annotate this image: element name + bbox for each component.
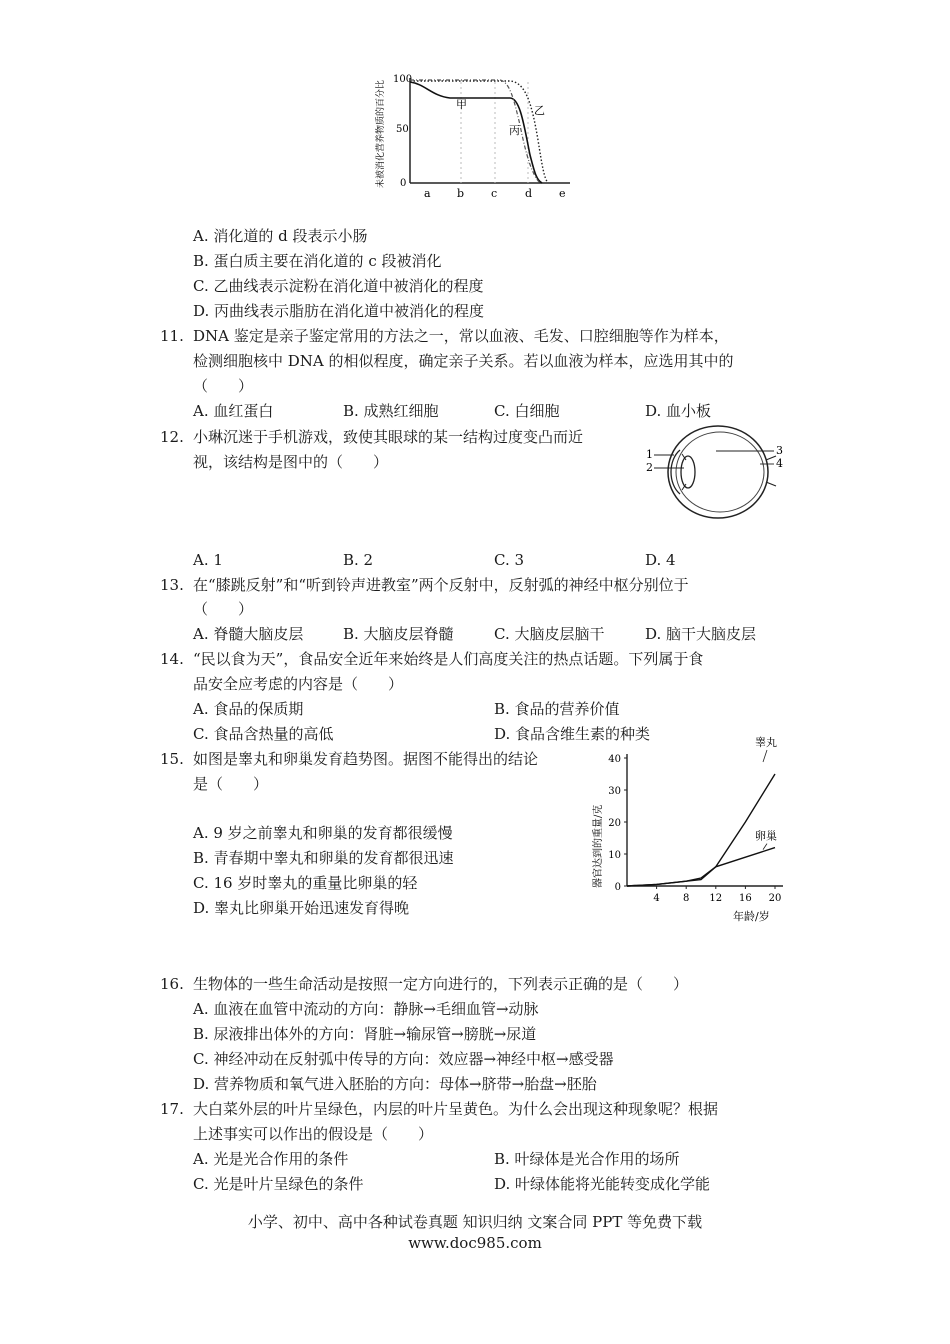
q11-option-b: B. 成熟红细胞 bbox=[343, 402, 439, 420]
q16-option-d: D. 营养物质和氧气进入胚胎的方向：母体→脐带→胎盘→胚胎 bbox=[193, 1075, 597, 1093]
chart-series-label-leader bbox=[763, 844, 767, 850]
q13-option-b: B. 大脑皮层脊髓 bbox=[343, 625, 454, 643]
lens bbox=[681, 456, 695, 488]
q12-option-a: A. 1 bbox=[193, 551, 223, 569]
x-tick-d: d bbox=[525, 187, 533, 200]
chart-y-tick-label: 20 bbox=[608, 818, 621, 829]
q17-option-c: C. 光是叶片呈绿色的条件 bbox=[193, 1175, 364, 1193]
q17-option-a: A. 光是光合作用的条件 bbox=[193, 1150, 349, 1168]
curve-label-jia: 甲 bbox=[456, 98, 467, 111]
curve-label-yi: 乙 bbox=[534, 104, 545, 117]
chart-x-tick-label: 4 bbox=[653, 893, 660, 904]
q10-option-d: D. 丙曲线表示脂肪在消化道中被消化的程度 bbox=[193, 302, 485, 320]
y-tick-0: 0 bbox=[400, 178, 407, 189]
q14-number: 14. bbox=[160, 650, 184, 668]
q10-option-a: A. 消化道的 d 段表示小肠 bbox=[193, 227, 368, 245]
curve-label-bing: 丙 bbox=[509, 124, 520, 137]
digestion-curve-figure bbox=[370, 70, 580, 205]
chart-x-tick-label: 20 bbox=[768, 893, 782, 904]
eyeball-outline bbox=[668, 426, 768, 518]
chart-x-tick-label: 16 bbox=[739, 893, 752, 904]
q12-option-c: C. 3 bbox=[494, 551, 525, 569]
q12-stem-line2: 视，该结构是图中的（ ） bbox=[193, 453, 389, 471]
q16-option-c: C. 神经冲动在反射弧中传导的方向：效应器→神经中枢→感受器 bbox=[193, 1050, 614, 1068]
chart-y-tick-label: 40 bbox=[608, 754, 621, 765]
q15-stem-line1: 如图是睾丸和卵巢发育趋势图。据图不能得出的结论 bbox=[193, 750, 539, 768]
q14-option-d: D. 食品含维生素的种类 bbox=[494, 725, 651, 743]
chart-x-tick-label: 8 bbox=[683, 893, 690, 904]
chart-y-tick-label: 10 bbox=[608, 850, 621, 861]
q11-option-c: C. 白细胞 bbox=[494, 402, 560, 420]
footer-website-link[interactable]: www.doc985.com bbox=[408, 1234, 542, 1252]
q17-stem-line1: 大白菜外层的叶片呈绿色，内层的叶片呈黄色。为什么会出现这种现象呢？根据 bbox=[193, 1100, 719, 1118]
q13-stem-line2: （ ） bbox=[193, 600, 254, 618]
chart-y-axis-label: 器官达到的重量/克 bbox=[593, 804, 604, 888]
q16-option-b: B. 尿液排出体外的方向：肾脏→输尿管→膀胱→尿道 bbox=[193, 1025, 537, 1043]
q15-option-d: D. 睾丸比卵巢开始迅速发育得晚 bbox=[193, 899, 410, 917]
eye-label-1: 1 bbox=[646, 448, 653, 461]
chart-x-tick-label: 12 bbox=[709, 893, 723, 904]
q11-number: 11. bbox=[160, 327, 184, 345]
q14-option-b: B. 食品的营养价值 bbox=[494, 700, 620, 718]
q13-option-a: A. 脊髓大脑皮层 bbox=[193, 625, 304, 643]
q13-stem-line1: 在“膝跳反射”和“听到铃声进教室”两个反射中，反射弧的神经中枢分别位于 bbox=[193, 576, 689, 594]
eye-label-2: 2 bbox=[646, 461, 653, 474]
q14-stem-line1: “民以食为天”，食品安全近年来始终是人们高度关注的热点话题。下列属于食 bbox=[193, 650, 704, 668]
x-tick-b: b bbox=[457, 187, 465, 200]
curve-bing bbox=[410, 80, 540, 183]
q13-option-c: C. 大脑皮层脑干 bbox=[494, 625, 605, 643]
x-tick-a: a bbox=[424, 187, 431, 200]
q16-option-a: A. 血液在血管中流动的方向：静脉→毛细血管→动脉 bbox=[193, 1000, 539, 1018]
eye-label-3: 3 bbox=[776, 444, 783, 457]
x-tick-c: c bbox=[491, 187, 498, 200]
q12-option-b: B. 2 bbox=[343, 551, 374, 569]
q13-option-d: D. 脑干大脑皮层 bbox=[645, 625, 757, 643]
q14-option-c: C. 食品含热量的高低 bbox=[193, 725, 334, 743]
chart-series-label-leader bbox=[763, 750, 767, 762]
q11-stem-line3: （ ） bbox=[193, 377, 254, 395]
chart-y-tick-label: 30 bbox=[608, 786, 621, 797]
q16-number: 16. bbox=[160, 975, 184, 993]
q13-number: 13. bbox=[160, 576, 184, 594]
q14-stem-line2: 品安全应考虑的内容是（ ） bbox=[193, 675, 404, 693]
q15-stem-line2: 是（ ） bbox=[193, 775, 269, 793]
q10-option-c: C. 乙曲线表示淀粉在消化道中被消化的程度 bbox=[193, 277, 484, 295]
organ-growth-chart bbox=[585, 736, 795, 926]
q15-number: 15. bbox=[160, 750, 184, 768]
y-tick-100: 100 bbox=[393, 74, 413, 85]
curve-jia bbox=[410, 82, 542, 183]
chart-series-line bbox=[627, 774, 775, 886]
q12-stem-line1: 小琳沉迷于手机游戏，致使其眼球的某一结构过度变凸而近 bbox=[193, 428, 584, 446]
eyeball-diagram bbox=[642, 420, 790, 530]
q17-stem-line2: 上述事实可以作出的假设是（ ） bbox=[193, 1125, 434, 1143]
y-tick-50: 50 bbox=[396, 124, 409, 135]
q17-option-d: D. 叶绿体能将光能转变成化学能 bbox=[494, 1175, 711, 1193]
y-axis-label: 未被消化营养物质的百分比 bbox=[376, 79, 386, 188]
chart-series-label: 卵巢 bbox=[755, 829, 777, 843]
eye-label-4: 4 bbox=[776, 457, 783, 470]
q11-stem-line1: DNA 鉴定是亲子鉴定常用的方法之一，常以血液、毛发、口腔细胞等作为样本， bbox=[193, 327, 729, 345]
q15-option-a: A. 9 岁之前睾丸和卵巢的发育都很缓慢 bbox=[193, 824, 453, 842]
q17-option-b: B. 叶绿体是光合作用的场所 bbox=[494, 1150, 680, 1168]
curve-yi bbox=[410, 81, 548, 183]
q11-option-d: D. 血小板 bbox=[645, 402, 712, 420]
q11-option-a: A. 血红蛋白 bbox=[193, 402, 274, 420]
q11-stem-line2: 检测细胞核中 DNA 的相似程度，确定亲子关系。若以血液为样本，应选用其中的 bbox=[193, 352, 734, 370]
q12-option-d: D. 4 bbox=[645, 551, 676, 569]
chart-y-tick-label: 0 bbox=[614, 882, 621, 893]
q15-option-b: B. 青春期中睾丸和卵巢的发育都很迅速 bbox=[193, 849, 454, 867]
x-tick-e: e bbox=[559, 187, 566, 200]
q15-option-c: C. 16 岁时睾丸的重量比卵巢的轻 bbox=[193, 874, 418, 892]
q12-number: 12. bbox=[160, 428, 184, 446]
q14-option-a: A. 食品的保质期 bbox=[193, 700, 304, 718]
q17-number: 17. bbox=[160, 1100, 184, 1118]
eyeball-inner-layer bbox=[676, 432, 764, 512]
q16-stem-line1: 生物体的一些生命活动是按照一定方向进行的，下列表示正确的是（ ） bbox=[193, 975, 689, 993]
chart-series-label: 睾丸 bbox=[755, 736, 777, 749]
q10-option-b: B. 蛋白质主要在消化道的 c 段被消化 bbox=[193, 252, 442, 270]
chart-x-axis-label: 年龄/岁 bbox=[733, 910, 770, 923]
footer-promo-text: 小学、初中、高中各种试卷真题 知识归纳 文案合同 PPT 等免费下载 bbox=[247, 1213, 703, 1231]
